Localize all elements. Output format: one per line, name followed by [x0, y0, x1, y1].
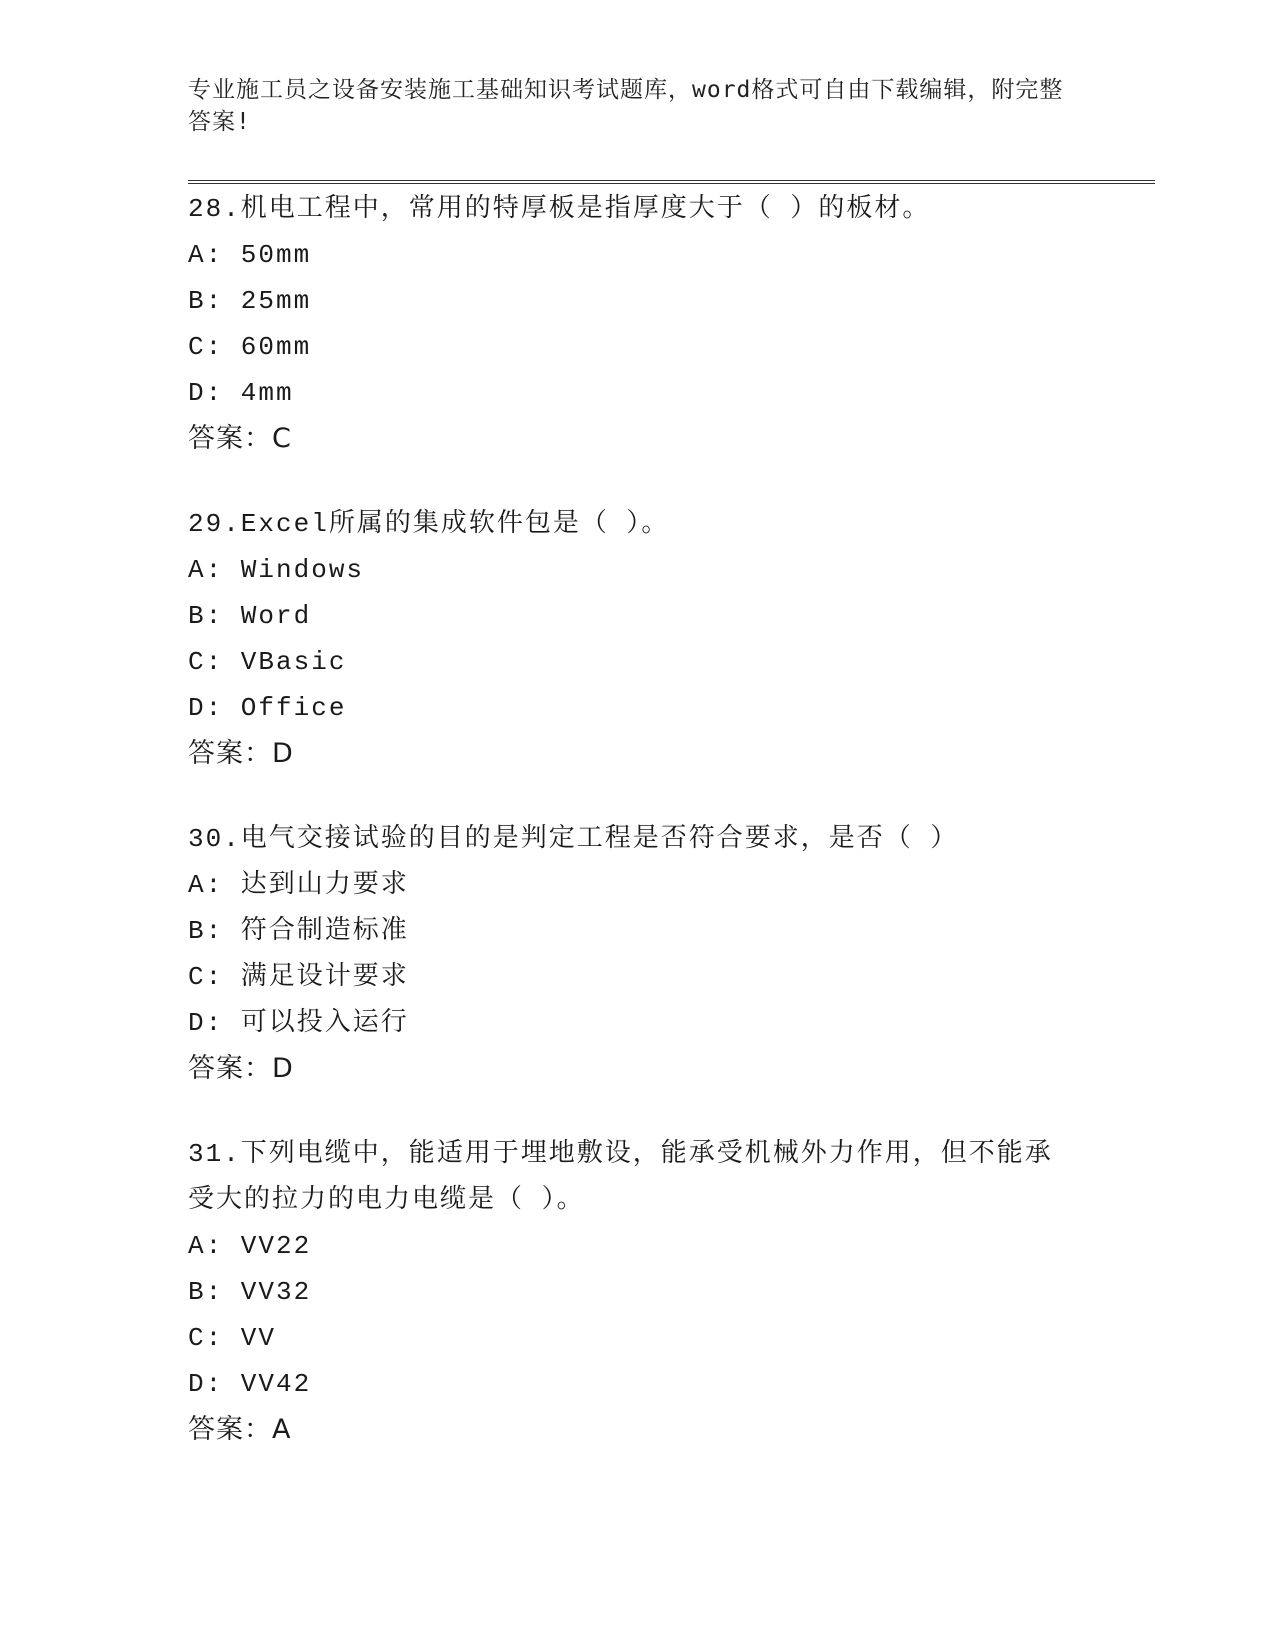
option-a: A: 达到山力要求: [188, 870, 409, 900]
document-header: 专业施工员之设备安装施工基础知识考试题库，word格式可自由下载编辑，附完整答案!: [188, 77, 1064, 135]
option-c: C: VBasic: [188, 647, 347, 677]
option-b: B: 25mm: [188, 286, 312, 316]
option-d: D: VV42: [188, 1369, 312, 1399]
option-a: A: VV22: [188, 1231, 312, 1261]
question-31: [188, 1131, 1068, 1453]
question-title: 29.Excel所属的集成软件包是（ ）。: [188, 509, 670, 539]
option-b: B: 符合制造标准: [188, 916, 409, 946]
option-c: C: 满足设计要求: [188, 962, 409, 992]
question-29: [188, 501, 1088, 777]
option-d: D: 可以投入运行: [188, 1008, 409, 1038]
question-title: 28.机电工程中，常用的特厚板是指厚度大于（ ）的板材。: [188, 194, 931, 224]
option-d: D: Office: [188, 693, 347, 723]
option-b: B: VV32: [188, 1277, 312, 1307]
answer: 答案：C: [188, 423, 292, 454]
question-28: [188, 186, 1088, 462]
answer: 答案：D: [188, 738, 294, 769]
answer: 答案：A: [188, 1414, 292, 1445]
question-title: 30.电气交接试验的目的是判定工程是否符合要求，是否（ ）: [188, 824, 959, 854]
option-c: C: 60mm: [188, 332, 312, 362]
option-b: B: Word: [188, 601, 312, 631]
question-30: [188, 816, 1088, 1092]
option-a: A: Windows: [188, 555, 365, 585]
option-a: A: 50mm: [188, 240, 312, 270]
header-divider: [188, 180, 1155, 184]
answer: 答案：D: [188, 1053, 294, 1084]
option-d: D: 4mm: [188, 378, 294, 408]
question-title: 31.下列电缆中，能适用于埋地敷设，能承受机械外力作用，但不能承受大的拉力的电力电缆是（ ）。: [188, 1139, 1053, 1215]
option-c: C: VV: [188, 1323, 277, 1353]
